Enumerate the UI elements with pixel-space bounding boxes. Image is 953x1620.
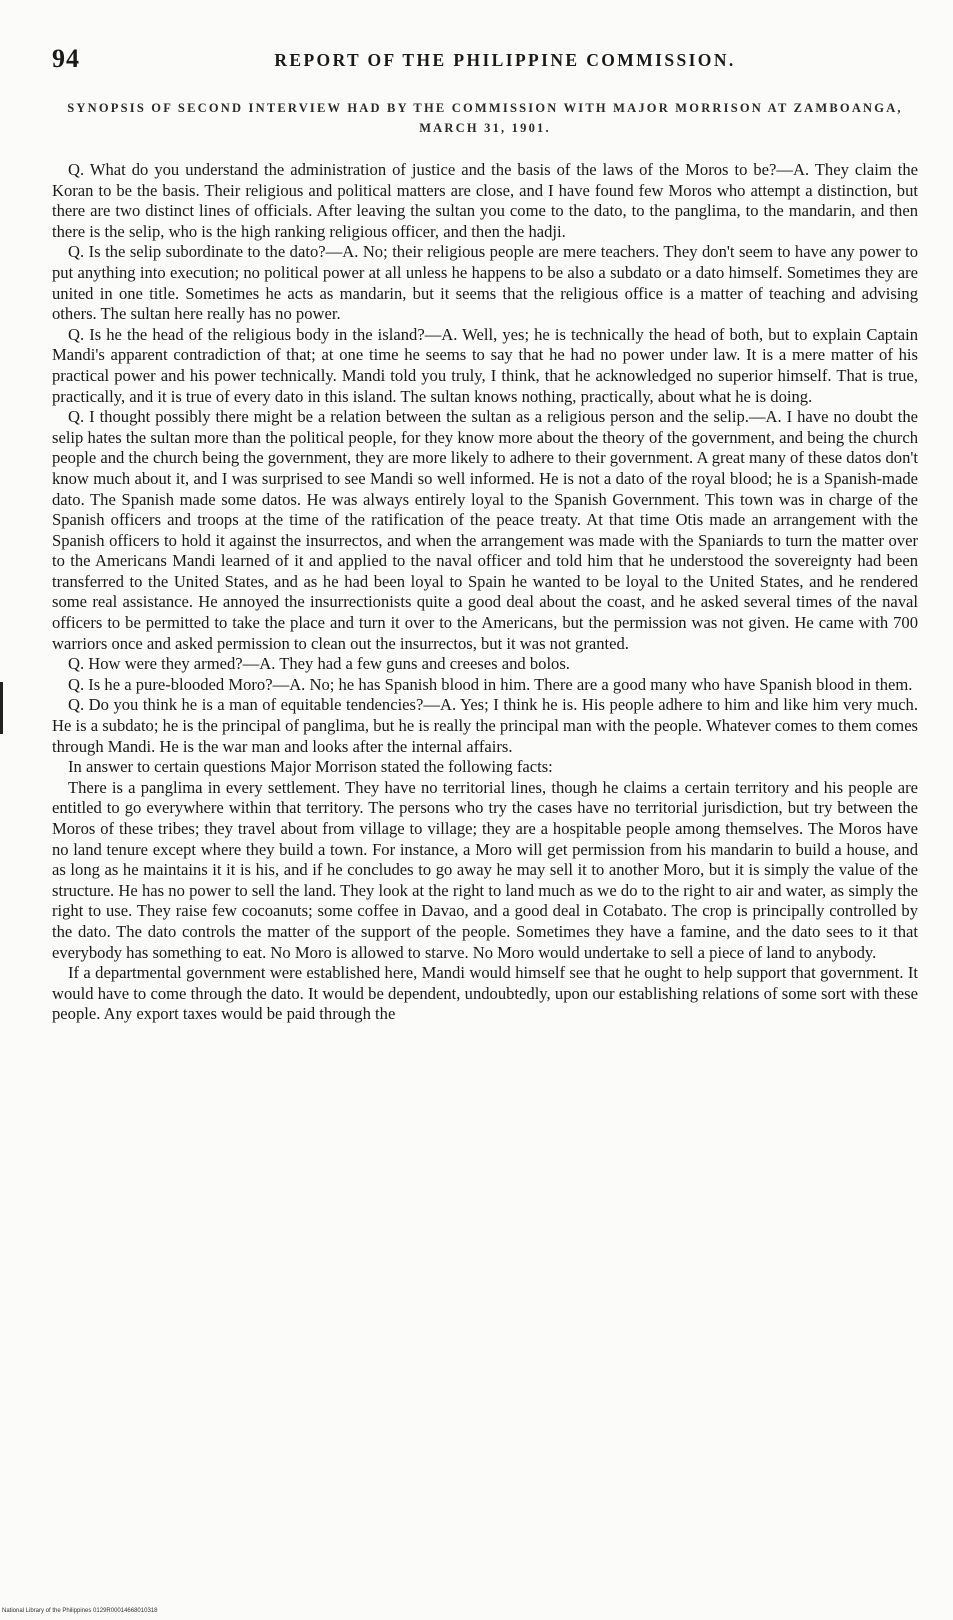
paragraph: If a departmental government were established here, Mandi would himself see that he ought to help support that government. It would have to come through the dato. It would be dependent, undoubtedly, upon our establishing relations of some sort with these people. Any export taxes would be paid through the bbox=[52, 963, 918, 1024]
paragraph: In answer to certain questions Major Morrison stated the following facts: bbox=[68, 757, 553, 777]
scan-footer: National Library of the Philippines 0129R00014668010318 bbox=[2, 1608, 158, 1614]
paragraph: Q. Do you think he is a man of equitable tendencies?—A. Yes; I think he is. His people adhere to him and like him very much. He is a subdato; he is the principal of panglima, but he is really the principal man with the people. Whatever comes to them comes through Mandi. He is the war man and looks after the internal affairs. bbox=[52, 695, 919, 756]
section-title: SYNOPSIS OF SECOND INTERVIEW HAD BY THE COMMISSION WITH MAJOR MORRISON AT ZAMBOANGA, MARCH 31, 1901. bbox=[67, 101, 903, 135]
scan-edge-mark bbox=[0, 682, 3, 734]
paragraph: Q. I thought possibly there might be a relation between the sultan as a religious person and the selip.—A. I have no doubt the selip hates the sultan more than the political people, for they know more about the theory of the government, and being the church people and the church being the government, they are more likely to adhere to their government. A great many of these datos don't know much about it, and I was surprised to see Mandi so well informed. He is not a dato of the royal blood; he is a Spanish-made dato. The Spanish made some datos. He was always entirely loyal to the Spanish Government. This town was in charge of the Spanish officers and troops at the time of the ratification of the peace treaty. At that time Otis made an arrangement with the Spanish officers to hold it against the insurrectos, and when the arrangement was made with the Spaniards to turn the matter over to the Americans Mandi learned of it and applied to the naval officer and told him that he understood the sovereignty had been transferred to the United States, and as he had been loyal to Spain he wanted to be loyal to the United States, and he rendered some real assistance. He annoyed the insurrectionists quite a good deal about the coast, and he asked several times of the naval officers to be permitted to take the place and turn it over to the Americans, but the permission was not given. He came with 700 warriors once and asked permission to clean out the insurrectos, but it was not granted. bbox=[52, 407, 918, 653]
paragraph: Q. What do you understand the administration of justice and the basis of the laws of the Moros to be?—A. They claim the Koran to be the basis. Their religious and political matters are close, and I have found few Moros who attempt a distinction, but there are two distinct lines of officials. After leaving the sultan you come to the dato, to the panglima, to the mandarin, and then there is the selip, who is the high ranking religious officer, and then the hadji. bbox=[52, 160, 918, 241]
page-number: 94 bbox=[52, 44, 80, 73]
running-title: REPORT OF THE PHILIPPINE COMMISSION. bbox=[274, 50, 736, 70]
paragraph: Q. How were they armed?—A. They had a few guns and creeses and bolos. bbox=[68, 654, 570, 674]
paragraph: There is a panglima in every settlement. They have no territorial lines, though he claims a certain territory and his people are entitled to go everywhere within that territory. The persons who try the cases have no territorial jurisdiction, but try between the Moros of these tribes; they travel about from village to village; they are a hospitable people among themselves. The Moros have no land tenure except where they build a town. For instance, a Moro will get permission from his mandarin to build a house, and as long as he maintains it it is his, and if he concludes to go away he may sell it to another Moro, but it is simply the value of the structure. He has no power to sell the land. They look at the right to land much as we do to the right to air and water, as simply the right to use. They raise few cocoanuts; some coffee in Davao, and a good deal in Cotabato. The crop is principally controlled by the dato. The dato controls the matter of the support of the people. Sometimes they have a famine, and the dato sees to it that everybody has something to eat. No Moro is allowed to starve. No Moro would undertake to sell a piece of land to anybody. bbox=[52, 777, 918, 962]
page-header bbox=[52, 44, 918, 80]
paragraph: Q. Is he the head of the religious body in the island?—A. Well, yes; he is technically the head of both, but to explain Captain Mandi's apparent contradiction of that; at one time he seems to say that he had no power under law. It is a mere matter of his practical power and his power technically. Mandi told you truly, I think, that he acknowledged no superior himself. That is true, practically, and it is true of every dato in this island. The sultan knows nothing, practically, about what he is doing. bbox=[52, 324, 918, 406]
paragraph: Q. Is he a pure-blooded Moro?—A. No; he has Spanish blood in him. There are a good many who have Spanish blood in them. bbox=[68, 674, 913, 694]
body-text bbox=[52, 160, 918, 1025]
paragraph: Q. Is the selip subordinate to the dato?—A. No; their religious people are mere teachers. They don't seem to have any power to put anything into execution; no political power at all unless he happens to be also a subdato or a dato himself. Sometimes they are united in one title. Sometimes he acts as mandarin, but it seems that the religious office is a matter of teaching and advising others. The sultan here really has no power. bbox=[52, 242, 918, 324]
